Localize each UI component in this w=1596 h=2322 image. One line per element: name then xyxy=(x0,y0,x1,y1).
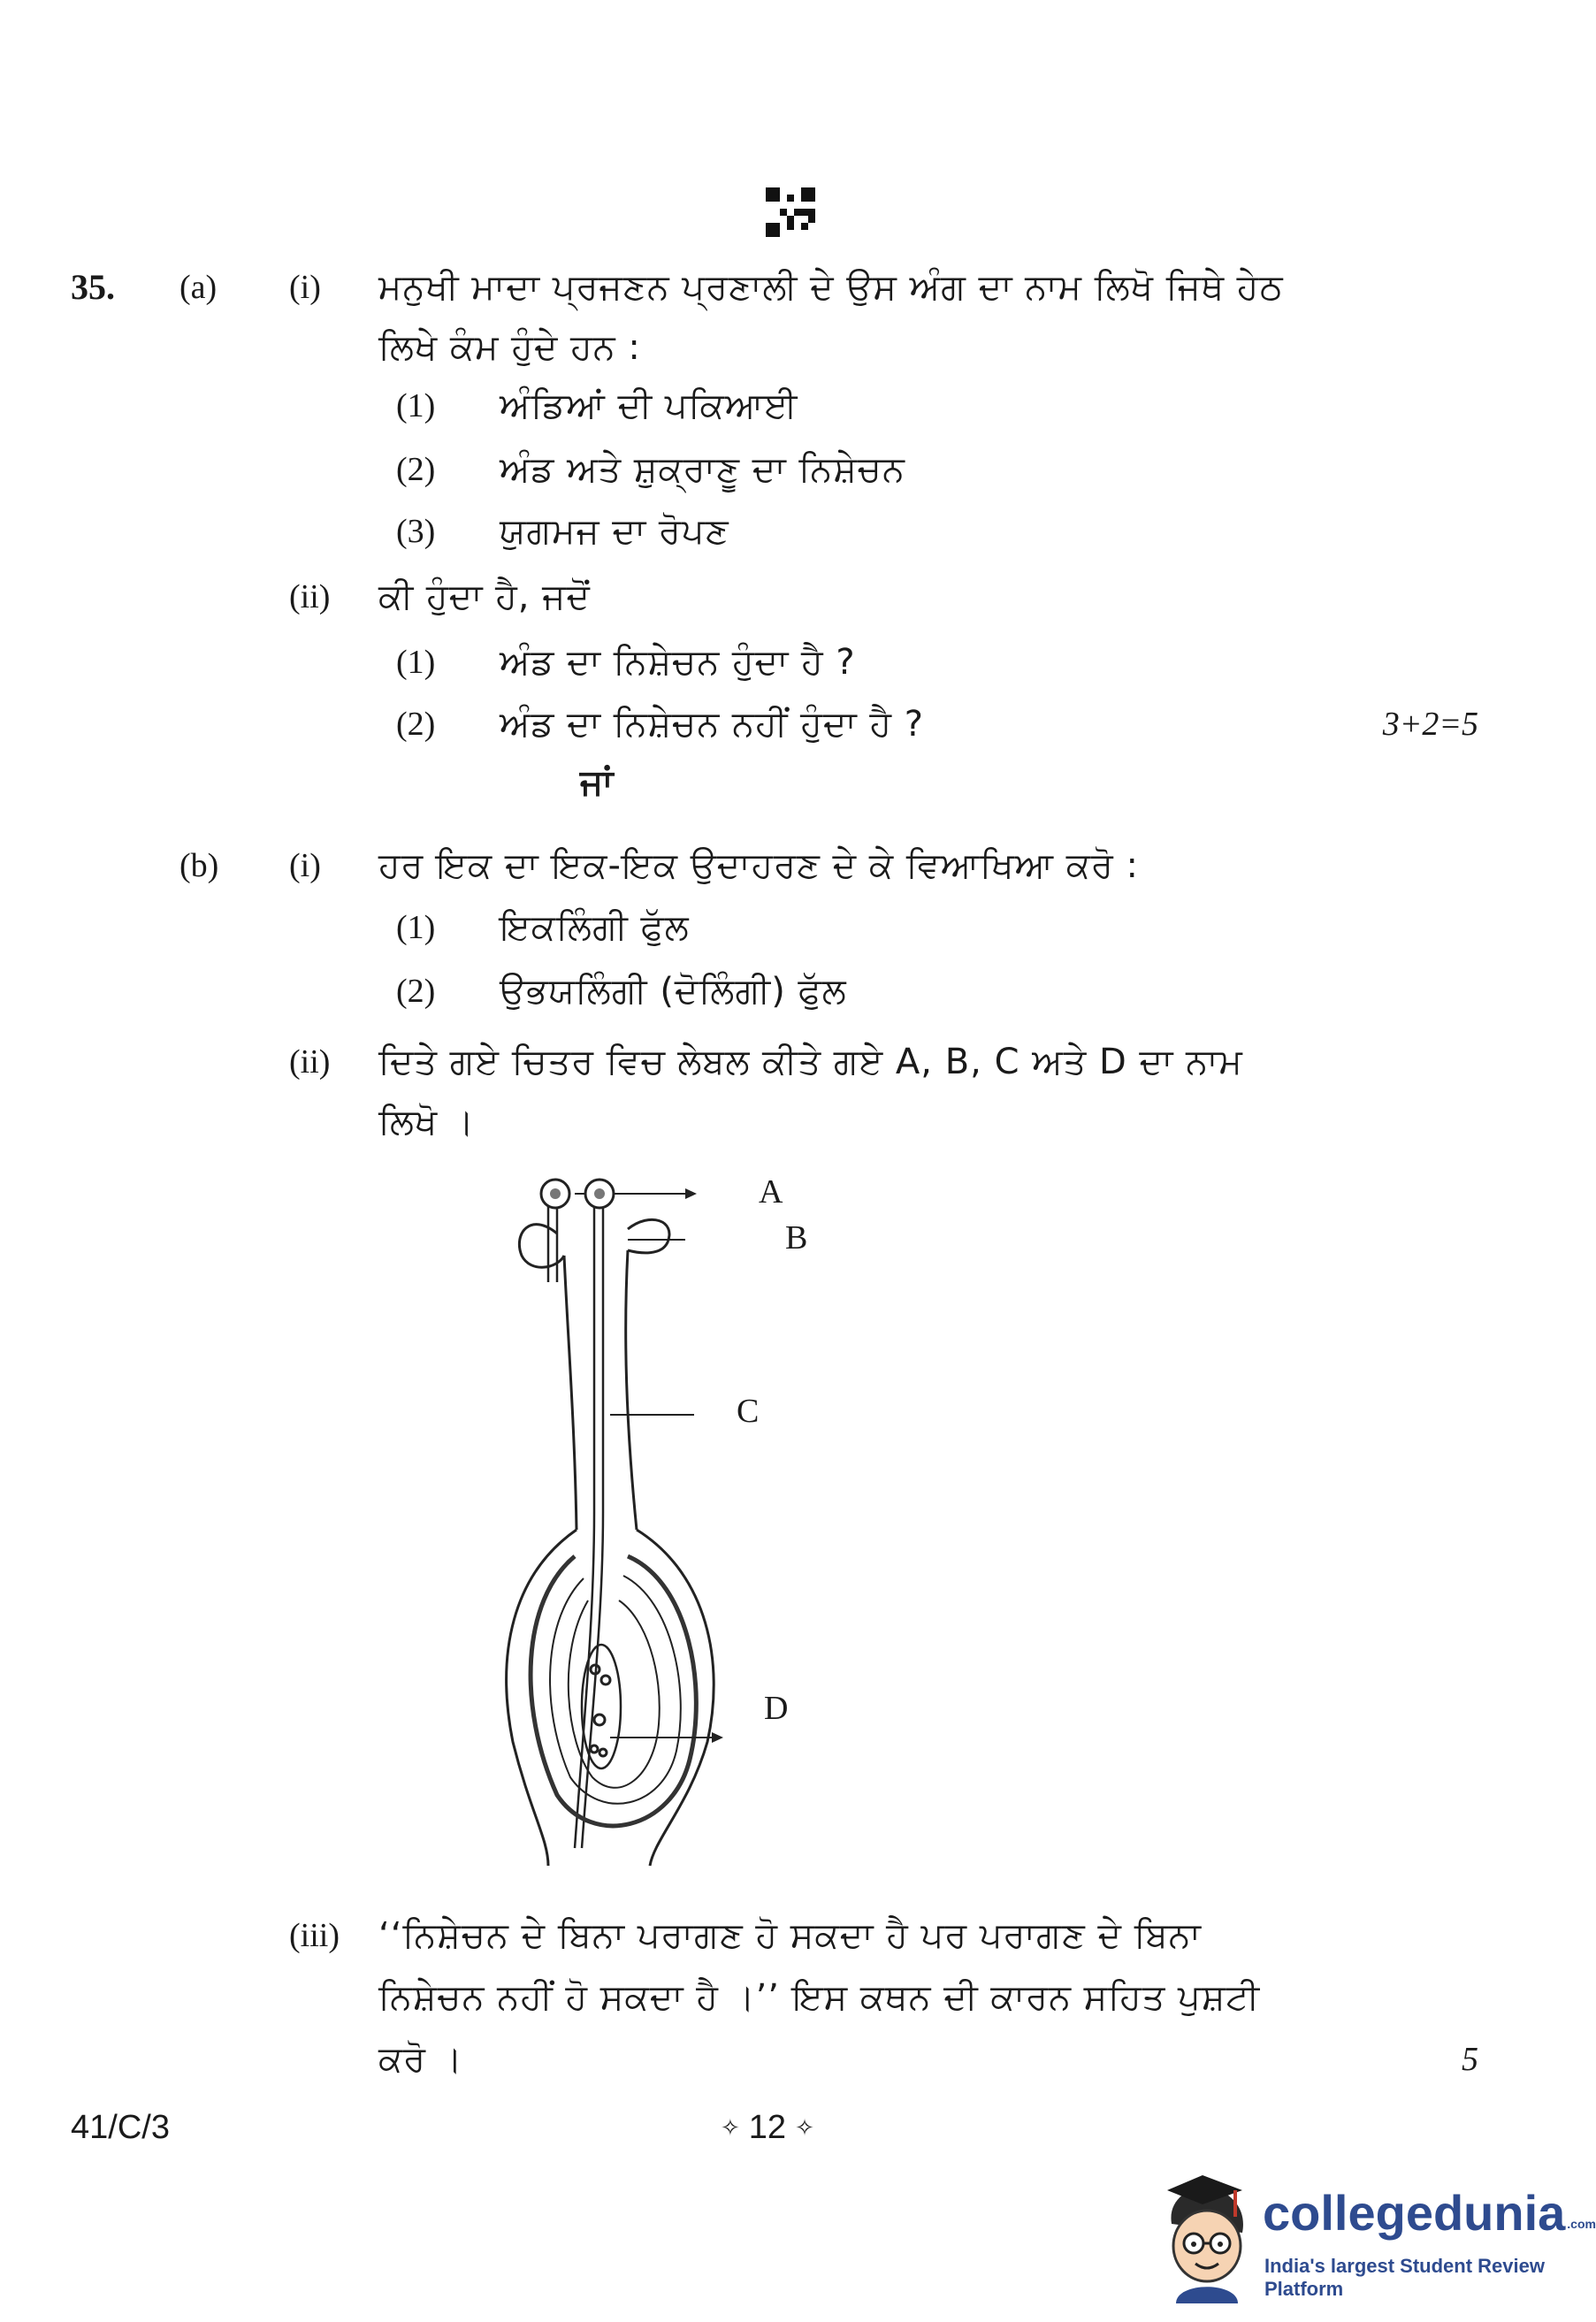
list-item-number: (1) xyxy=(396,644,436,681)
list-item-number: (2) xyxy=(396,706,436,743)
list-item-number: (2) xyxy=(396,451,436,488)
part-a-ii-label: (ii) xyxy=(289,578,331,615)
list-item-number: (1) xyxy=(396,909,436,946)
list-item-text: ਅੰਡ ਅਤੇ ਸ਼ੁਕ੍ਰਾਣੂ ਦਾ ਨਿਸ਼ੇਚਨ xyxy=(500,449,905,490)
question-number: 35. xyxy=(71,267,115,307)
part-a-ii-line1: ਕੀ ਹੁੰਦਾ ਹੈ, ਜਦੋਂ xyxy=(378,577,591,617)
part-b-iii-line1: ‘‘ਨਿਸ਼ੇਚਨ ਦੇ ਬਿਨਾ ਪਰਾਗਣ ਹੋ ਸਕਦਾ ਹੈ ਪਰ ਪਰਾਗਣ ਦੇ ਬਿਨਾ xyxy=(378,1915,1202,1956)
diagram-label-d: D xyxy=(764,1690,789,1727)
list-item-number: (1) xyxy=(396,387,436,424)
paper-code: 41/C/3 xyxy=(71,2109,170,2146)
part-a-i-line2: ਲਿਖੇ ਕੰਮ ਹੁੰਦੇ ਹਨ : xyxy=(378,327,641,368)
part-a-marks: 3+2=5 xyxy=(1382,706,1478,743)
part-b-iii-line3: ਕਰੋ । xyxy=(378,2039,463,2080)
mascot-logo-icon xyxy=(1158,2171,1256,2303)
list-item-text: ਅੰਡ ਦਾ ਨਿਸ਼ੇਚਨ ਨਹੀਂ ਹੁੰਦਾ ਹੈ ? xyxy=(500,704,924,745)
pistil-diagram xyxy=(495,1158,831,1866)
ornament-left-icon: ✧ xyxy=(721,2114,740,2141)
list-item-text: ਇਕਲਿੰਗੀ ਫੁੱਲ xyxy=(500,907,690,948)
part-b-iii-label: (iii) xyxy=(289,1917,340,1954)
list-item-text: ਯੁਗਮਜ ਦਾ ਰੋਪਣ xyxy=(500,511,729,552)
part-a-label: (a) xyxy=(179,269,218,306)
ornament-right-icon: ✧ xyxy=(795,2114,814,2141)
or-separator: ਜਾਂ xyxy=(580,762,615,803)
list-item-number: (3) xyxy=(396,513,436,550)
part-b-i-label: (i) xyxy=(289,847,321,884)
list-item-text: ਉਭਯਲਿੰਗੀ (ਦੋਲਿੰਗੀ) ਫੁੱਲ xyxy=(500,971,847,1012)
part-b-ii-line1: ਦਿਤੇ ਗਏ ਚਿਤਰ ਵਿਚ ਲੇਬਲ ਕੀਤੇ ਗਏ A, B, C ਅਤੇ D ਦਾ ਨਾਮ xyxy=(378,1042,1243,1082)
list-item-text: ਅੰਡ ਦਾ ਨਿਸ਼ੇਚਨ ਹੁੰਦਾ ਹੈ ? xyxy=(500,642,856,683)
qr-code xyxy=(766,187,815,237)
part-b-ii-label: (ii) xyxy=(289,1043,331,1081)
part-b-i-line1: ਹਰ ਇਕ ਦਾ ਇਕ-ਇਕ ਉਦਾਹਰਣ ਦੇ ਕੇ ਵਿਆਖਿਆ ਕਰੋ : xyxy=(378,845,1140,886)
diagram-label-b: B xyxy=(785,1219,808,1256)
diagram-label-c: C xyxy=(737,1393,760,1430)
list-item-text: ਅੰਡਿਆਂ ਦੀ ਪਕਿਆਈ xyxy=(500,386,798,426)
part-a-i-label: (i) xyxy=(289,269,321,306)
part-b-label: (b) xyxy=(179,847,219,884)
part-b-marks: 5 xyxy=(1462,2041,1478,2078)
part-b-iii-line2: ਨਿਸ਼ੇਚਨ ਨਹੀਂ ਹੋ ਸਕਦਾ ਹੈ ।’’ ਇਸ ਕਥਨ ਦੀ ਕਾਰਨ ਸਹਿਤ ਪੁਸ਼ਟੀ xyxy=(378,1977,1261,2018)
brand-wordmark: collegedunia .com xyxy=(1263,2185,1596,2241)
brand-tagline: India's largest Student Review Platform xyxy=(1264,2255,1545,2300)
diagram-label-a: A xyxy=(759,1173,783,1211)
list-item-number: (2) xyxy=(396,973,436,1010)
part-b-ii-line2: ਲਿਖੋ । xyxy=(378,1102,475,1142)
part-a-i-line1: ਮਨੁਖੀ ਮਾਦਾ ਪ੍ਰਜਣਨ ਪ੍ਰਣਾਲੀ ਦੇ ਉਸ ਅੰਗ ਦਾ ਨਾਮ ਲਿਖੋ ਜਿਥੇ ਹੇਠ xyxy=(378,267,1284,308)
page-number: ✧ 12 ✧ xyxy=(721,2109,814,2146)
